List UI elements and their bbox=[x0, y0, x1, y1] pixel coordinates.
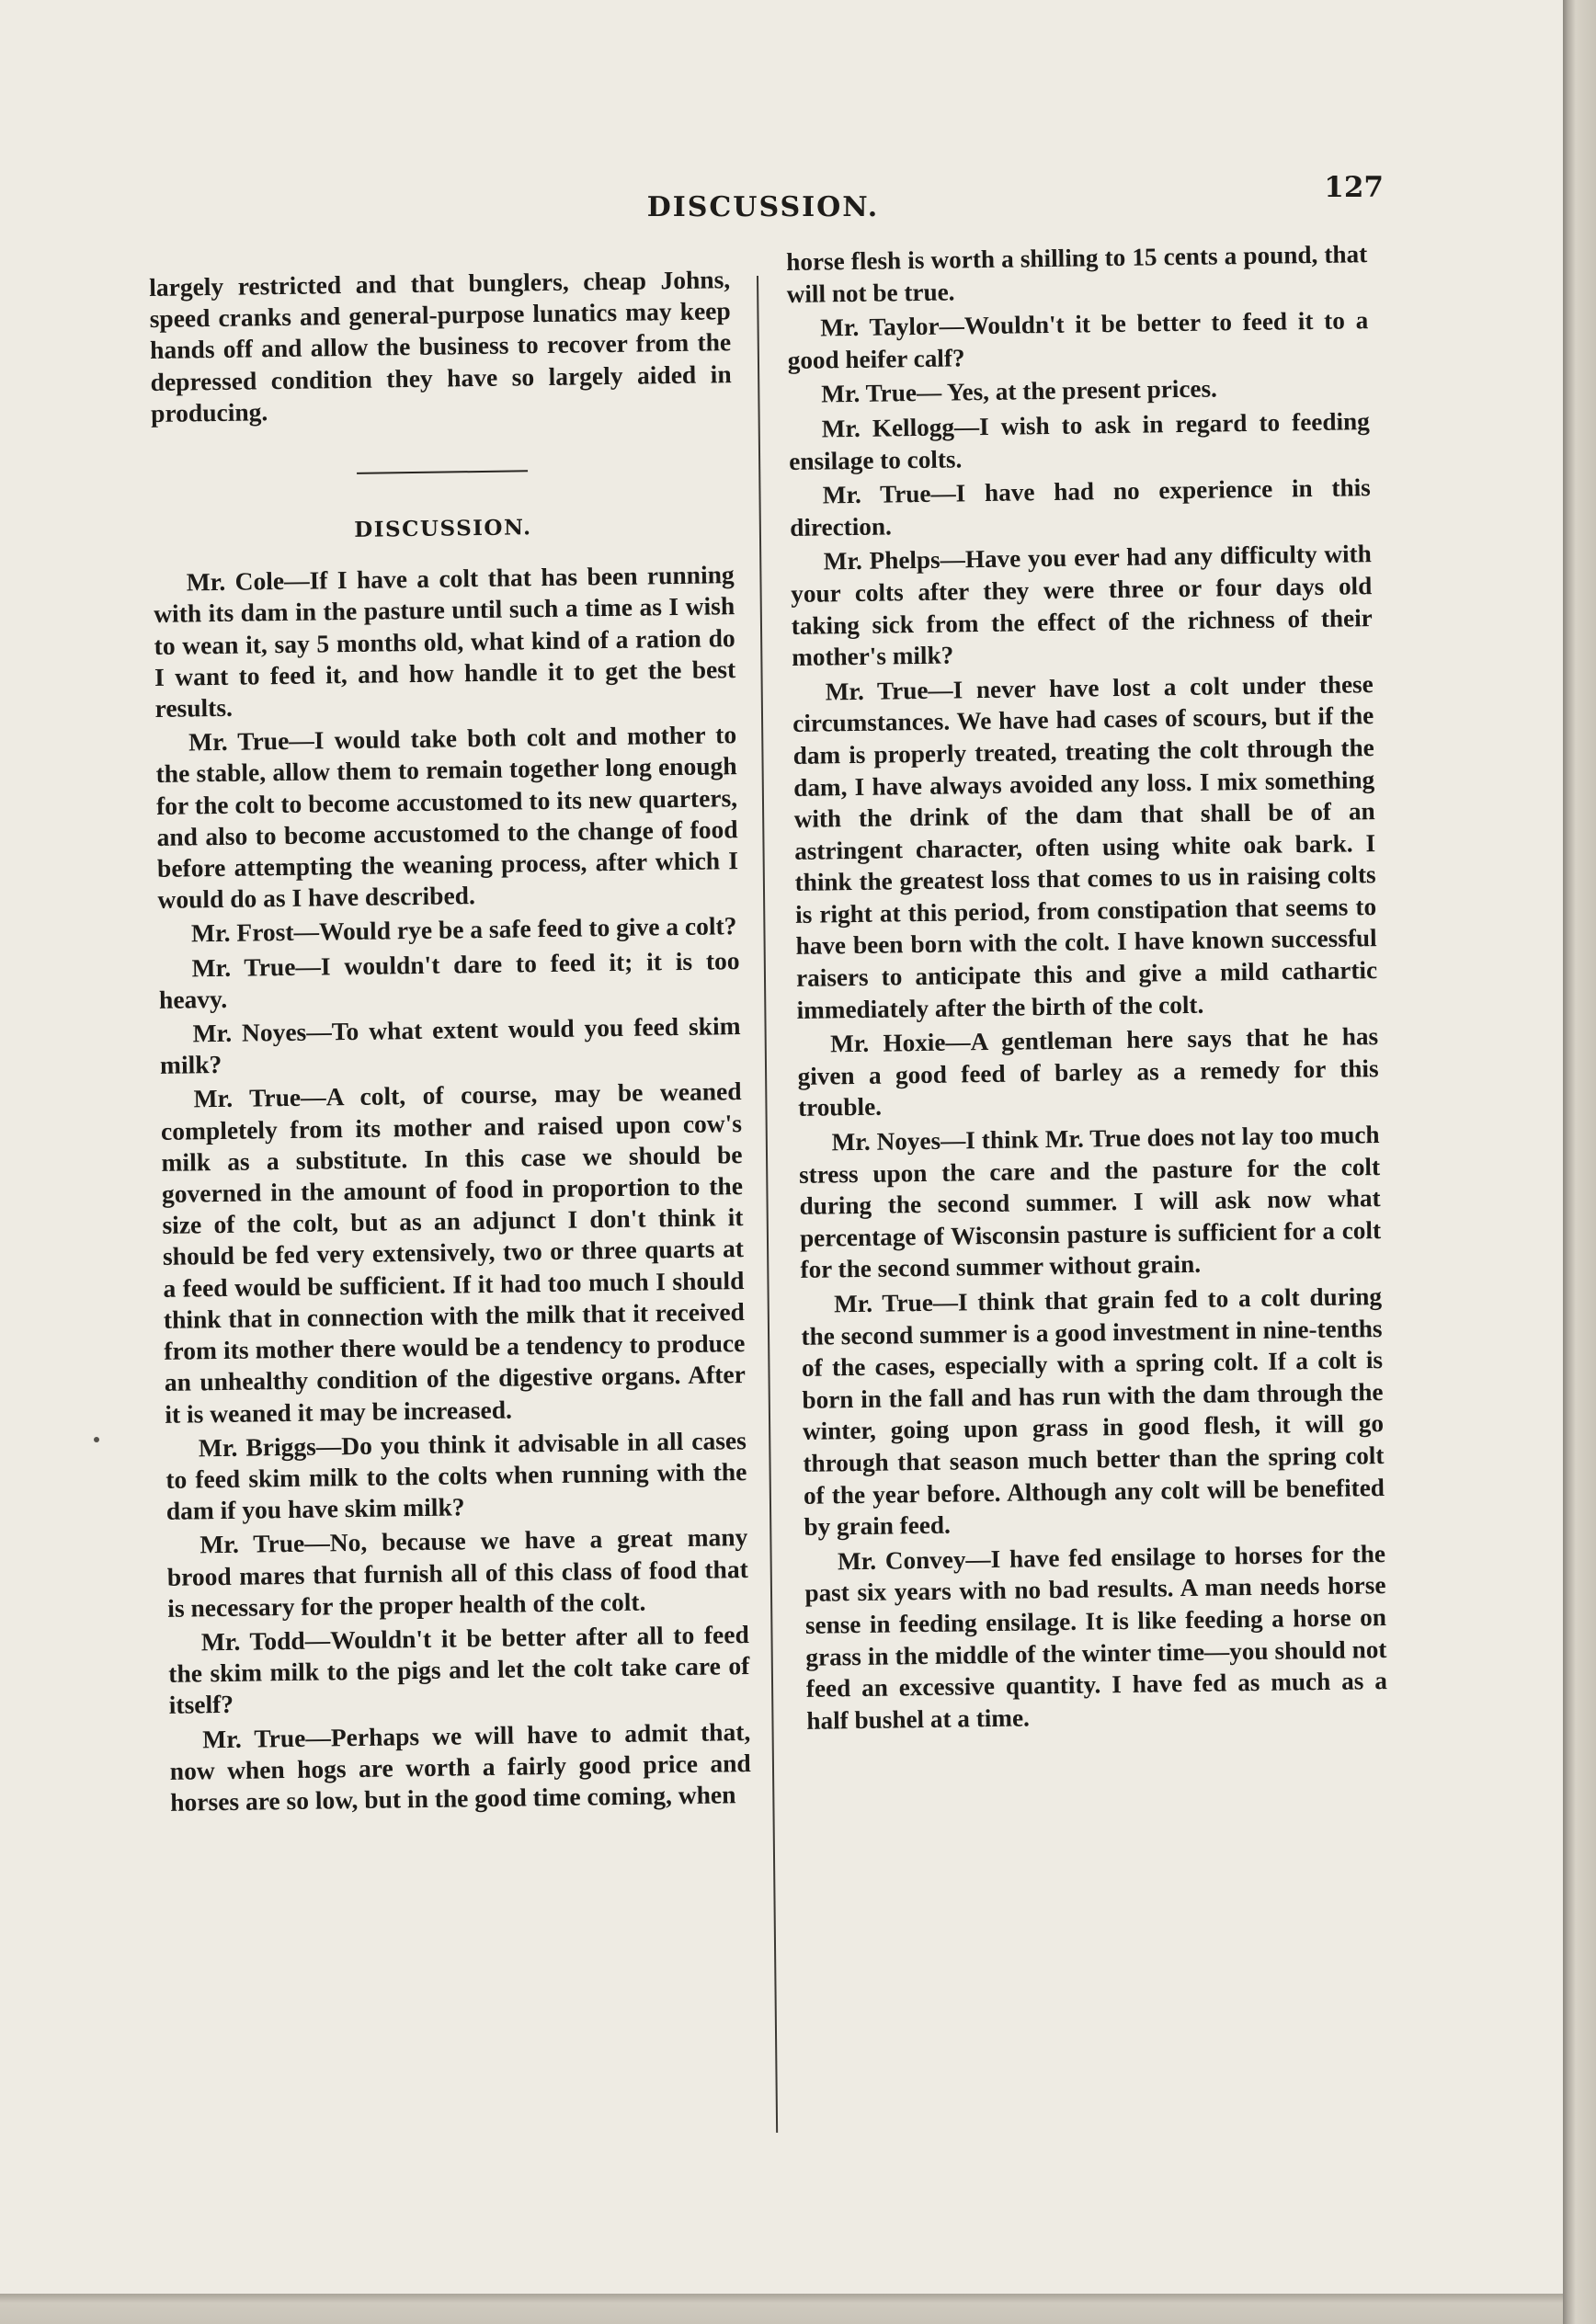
paragraph-taylor-question: Mr. Taylor—Wouldn't it be better to feed it to a good heifer calf? bbox=[787, 306, 1369, 374]
paragraph-true-answer: Mr. True—I never have lost a colt under these circumstances. We have had cases of scours, but if the dam is properly treated, treating the colt through the dam, I have always avoided any loss. I mix something with the drink of the dam that shall be of an astringent character, often using white oak bark. I think the greatest loss that comes to us in raising colts is right at this period, from constipation that seems to have been born with the colt. I have known successful raisers to anticipate this and give a mild cathartic immediately after the birth of the colt. bbox=[792, 669, 1378, 1024]
paragraph-noyes-question: Mr. Noyes—To what extent would you feed skim milk? bbox=[159, 1011, 741, 1080]
paragraph-hoxie-remark: Mr. Hoxie—A gentleman here says that he has given a good feed of barley as a remedy for this trouble. bbox=[797, 1022, 1379, 1122]
paragraph-noyes-question: Mr. Noyes—I think Mr. True does not lay too much stress upon the care and the pasture for the colt during the second summer. I will ask now what percentage of Wisconsin pasture is sufficient for a colt for the second summer without grain. bbox=[798, 1121, 1382, 1284]
section-rule bbox=[357, 470, 528, 474]
paragraph-true-answer: Mr. True—No, because we have a great many brood mares that furnish all of this class of food that is necessary for the proper health of the colt. bbox=[166, 1522, 748, 1623]
paragraph-true-answer: Mr. True—I think that grain fed to a colt during the second summer is a good investment in nine-tenths of the cases, especially with a spring colt. If a colt is born in the fall and has run with the dam through the winter, going upon grass in good flesh, it will go through that season much better than the spring colt of the year before. Although any colt will be benefited by grain feed. bbox=[801, 1282, 1385, 1542]
paragraph-cole-question: Mr. Cole—If I have a colt that has been running with its dam in the pasture until such a time as I wish to wean it, say 5 months old, what kind of a ration do I want to feed it, and how handle it to get the best results. bbox=[153, 560, 736, 723]
paragraph-true-answer: Mr. True—Perhaps we will have to admit that, now when hogs are worth a fairly good price and horses are so low, but in the good time coming, when bbox=[169, 1716, 751, 1817]
paragraph-true-answer: Mr. True— Yes, at the present prices. bbox=[821, 374, 1218, 408]
paragraph-true-answer: Mr. True—I wouldn't dare to feed it; it is too heavy. bbox=[158, 945, 740, 1014]
ink-speck bbox=[94, 1437, 99, 1442]
paragraph-kellogg-question: Mr. Kellogg—I wish to ask in regard to feeding ensilage to colts. bbox=[789, 407, 1370, 475]
paragraph-phelps-question: Mr. Phelps—Have you ever had any difficulty with your colts after they were three or four days old taking sick from the effect of the richness of their mother's milk? bbox=[791, 540, 1373, 672]
bottom-edge-shadow bbox=[0, 2294, 1563, 2324]
page-edge-shadow bbox=[1563, 0, 1596, 2324]
paragraph-true-answer: Mr. True—I would take both colt and mother to the stable, allow them to remain together long enough for the colt to become accustomed to its new quarters, and also to become accustomed to the change of food before attempting the weaning process, after which I would do as I have described. bbox=[155, 720, 739, 915]
paragraph-true-answer: Mr. True—I have had no experience in this direction. bbox=[790, 473, 1371, 541]
paragraph-convey-remark: Mr. Convey—I have fed ensilage to horses for the past six years with no bad results. A man needs horse sense in feeding ensilage. It is like feeding a horse on grass in the middle of the winter time—you should not feed an excessive quantity. I have fed as much as a half bushel at a time. bbox=[804, 1539, 1388, 1735]
intro-paragraph: largely restricted and that bunglers, cheap Johns, speed cranks and general-purpose lunatics may keep hands off and allow the business to recover from the depressed condition they have so largely aided in producing. bbox=[149, 265, 732, 427]
section-heading: DISCUSSION. bbox=[354, 515, 532, 542]
column-divider bbox=[757, 276, 778, 2133]
paragraph-todd-question: Mr. Todd—Wouldn't it be better after all to feed the skim milk to the pigs and let the colt take care of itself? bbox=[168, 1619, 750, 1720]
page-number: 127 bbox=[1324, 171, 1384, 204]
paragraph-briggs-question: Mr. Briggs—Do you think it advisable in all cases to feed skim milk to the colts when running with the dam if you have skim milk? bbox=[165, 1425, 747, 1525]
left-column bbox=[149, 264, 751, 1821]
paragraph-continuation: horse flesh is worth a shilling to 15 cents a pound, that will not be true. bbox=[786, 240, 1368, 308]
running-head: DISCUSSION. bbox=[646, 191, 880, 223]
paragraph-frost-question: Mr. Frost—Would rye be a safe feed to give a colt? bbox=[190, 911, 737, 948]
right-column bbox=[786, 238, 1388, 1739]
paragraph-true-answer: Mr. True—A colt, of course, may be weaned completely from its mother and raised upon cow's milk as a substitute. In this case we should be governed in the amount of food in proportion to the size of the colt, but as an adjunct I don't think it should be fed very extensively, two or three quarts at a feed would be sufficient. If it had too much I should think that in connection with the milk that it received from its mother there would be a tendency to produce an unhealthy condition of the digestive organs. After it is weaned it may be increased. bbox=[160, 1077, 747, 1429]
